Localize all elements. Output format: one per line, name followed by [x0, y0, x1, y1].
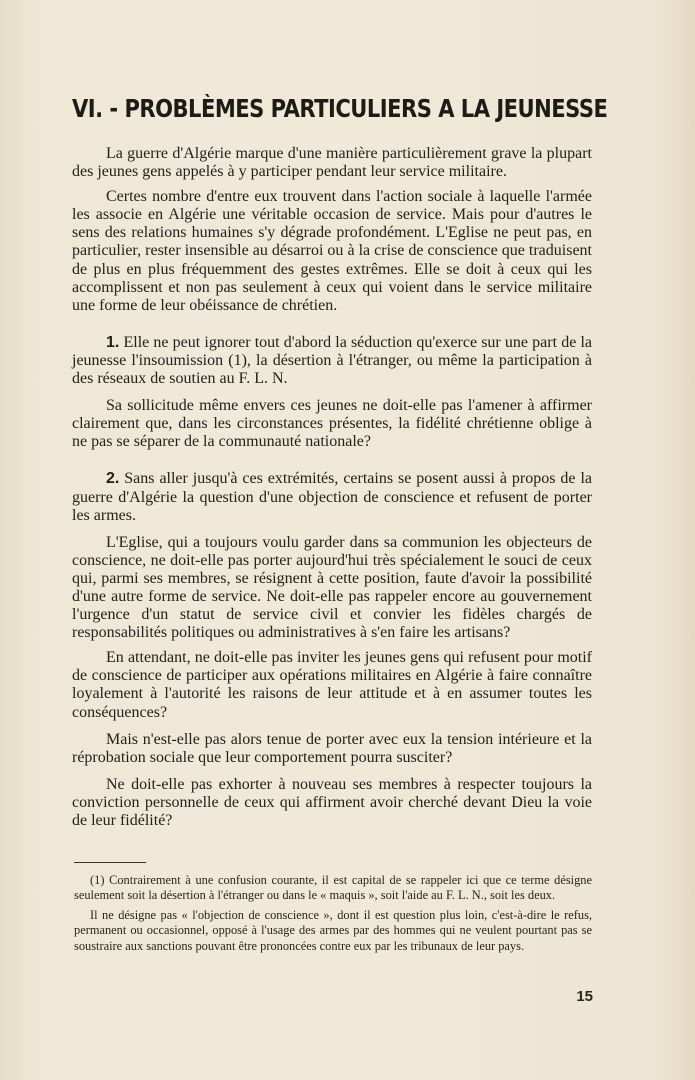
footnote: Il ne désigne pas « l'objection de conscience », dont il est question plus loin, c'est-à-dire le refus, permanent ou occasionnel, opposé à l'usage des armes par des hommes qui ne veulent pourtant pas se soustraire aux sanctions pouvant être prononcées contre eux par les tribunaux de leur pays.: [74, 907, 592, 953]
section-number: 2.: [106, 470, 120, 488]
footnote-divider: [74, 862, 146, 863]
body-text: [72, 145, 592, 830]
paragraph: Mais n'est-elle pas alors tenue de porter avec eux la tension intérieure et la réprobation sociale que leur comportement pourra susciter?: [72, 730, 592, 766]
paragraph-numbered-2: [72, 470, 592, 524]
footnote: (1) Contrairement à une confusion courante, il est capital de se rappeler ici que ce terme désigne seulement soit la désertion à l'étranger ou dans le « maquis », soit l'aide au F. L. N., soit les deux.: [74, 873, 592, 903]
paragraph: Certes nombre d'entre eux trouvent dans l'action sociale à laquelle l'armée les associe en Algérie une véritable occasion de service. Mais pour d'autres le sens des relations humaines s'y dégrade profondément. L'Eglise ne peut pas, en particulier, rester insensible au désarroi ou à la crise de conscience que traduisent de plus en plus fréquemment des gestes extrêmes. Elle se doit à ceux qui les accomplissent et non pas seulement à ceux qui voient dans le service militaire une forme de leur obéissance de chrétien.: [72, 188, 592, 314]
paragraph: Sa sollicitude même envers ces jeunes ne doit-elle pas l'amener à affirmer clairement que, dans les circonstances présentes, la fidélité chrétienne oblige à ne pas se séparer de la communauté nationale?: [72, 397, 592, 451]
paragraph-text: Elle ne peut ignorer tout d'abord la séduction qu'exerce sur une part de la jeunesse l'insoumission (1), la désertion à l'étranger, ou même la participation à des réseaux de soutien au F. L. N.: [72, 333, 593, 388]
page-number: 15: [576, 988, 593, 1005]
section-number: 1.: [106, 333, 120, 351]
footnotes: [74, 873, 592, 954]
paragraph: L'Eglise, qui a toujours voulu garder dans sa communion les objecteurs de conscience, ne doit-elle pas porter aujourd'hui très spécialement le souci de ceux qui, parmi ses membres, se résignent à cette position, faute d'avoir la possibilité d'une autre forme de service. Ne doit-elle pas rappeler encore au gouvernement l'urgence d'un statut de service civil et convier les fidèles chargés de responsabilités politiques ou administratives à s'en faire les artisans?: [72, 533, 592, 642]
paragraph: La guerre d'Algérie marque d'une manière particulièrement grave la plupart des jeunes gens appelés à y participer pendant leur service militaire.: [72, 145, 592, 181]
paragraph: En attendant, ne doit-elle pas inviter les jeunes gens qui refusent pour motif de conscience de participer aux opérations militaires en Algérie à faire connaître loyalement à l'autorité les raisons de leur attitude et à en assumer toutes les conséquences?: [72, 649, 592, 721]
paragraph: Ne doit-elle pas exhorter à nouveau ses membres à respecter toujours la conviction personnelle de ceux qui affirment avoir cherché devant Dieu la voie de leur fidélité?: [72, 775, 592, 829]
paragraph-numbered-1: [72, 334, 592, 388]
section-heading: VI. - PROBLÈMES PARTICULIERS A LA JEUNESSE: [72, 94, 608, 123]
paragraph-text: Sans aller jusqu'à ces extrémités, certains se posent aussi à propos de la guerre d'Algérie la question d'une objection de conscience et refusent de porter les armes.: [72, 470, 593, 524]
